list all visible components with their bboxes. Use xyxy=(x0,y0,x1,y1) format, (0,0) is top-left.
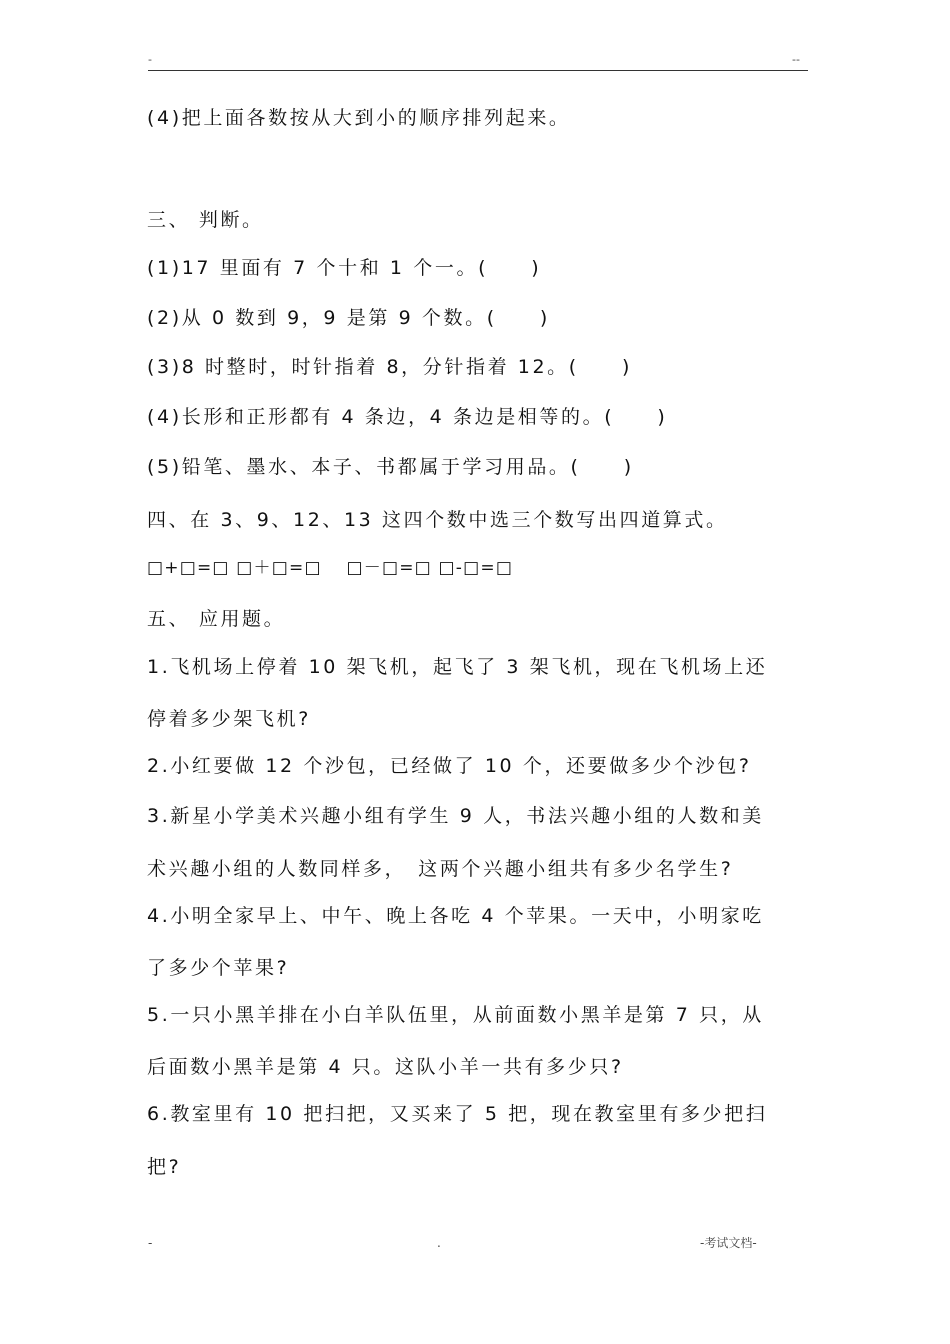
application-2: 2.小红要做 12 个沙包，已经做了 10 个，还要做多少个沙包? xyxy=(147,755,752,777)
application-6-line-2: 把? xyxy=(147,1156,182,1178)
judge-item-4: (4)长形和正形都有 4 条边，4 条边是相等的。( ) xyxy=(147,406,668,428)
header-right-mark: -- xyxy=(792,53,800,66)
judge-item-2: (2)从 0 数到 9，9 是第 9 个数。( ) xyxy=(147,307,550,329)
judge-item-1: (1)17 里面有 7 个十和 1 个一。( ) xyxy=(147,257,542,279)
judge-item-5: (5)铅笔、墨水、本子、书都属于学习用品。( ) xyxy=(147,456,634,478)
application-4-line-1: 4.小明全家早上、中午、晚上各吃 4 个苹果。一天中，小明家吃 xyxy=(147,905,764,927)
application-4-line-2: 了多少个苹果? xyxy=(147,957,290,979)
footer-left-mark: - xyxy=(148,1236,153,1250)
application-5-line-2: 后面数小黑羊是第 4 只。这队小羊一共有多少只? xyxy=(147,1056,624,1078)
application-3-line-1: 3.新星小学美术兴趣小组有学生 9 人，书法兴趣小组的人数和美 xyxy=(147,805,764,827)
section-4-title: 四、在 3、9、12、13 这四个数中选三个数写出四道算式。 xyxy=(147,509,728,531)
application-1-line-1: 1.飞机场上停着 10 架飞机，起飞了 3 架飞机，现在飞机场上还 xyxy=(147,656,768,678)
footer-center-mark: . xyxy=(437,1236,441,1250)
application-6-line-1: 6.教室里有 10 把扫把，又买来了 5 把，现在教室里有多少把扫 xyxy=(147,1103,768,1125)
application-1-line-2: 停着多少架飞机? xyxy=(147,708,311,730)
judge-item-3: (3)8 时整时，时针指着 8，分针指着 12。( ) xyxy=(147,356,633,378)
equation-blanks: □+□=□ □＋□=□ □－□=□ □-□=□ xyxy=(147,558,514,578)
header-rule xyxy=(148,70,808,71)
header-left-mark: - xyxy=(148,53,152,66)
application-5-line-1: 5.一只小黑羊排在小白羊队伍里，从前面数小黑羊是第 7 只，从 xyxy=(147,1004,764,1026)
footer-doc-label: -考试文档- xyxy=(700,1236,757,1250)
section-3-title: 三、 判断。 xyxy=(147,209,264,231)
application-3-line-2: 术兴趣小组的人数同样多， 这两个兴趣小组共有多少名学生? xyxy=(147,858,734,880)
section-5-title: 五、 应用题。 xyxy=(147,608,286,630)
question-4-sort: (4)把上面各数按从大到小的顺序排列起来。 xyxy=(147,107,571,129)
